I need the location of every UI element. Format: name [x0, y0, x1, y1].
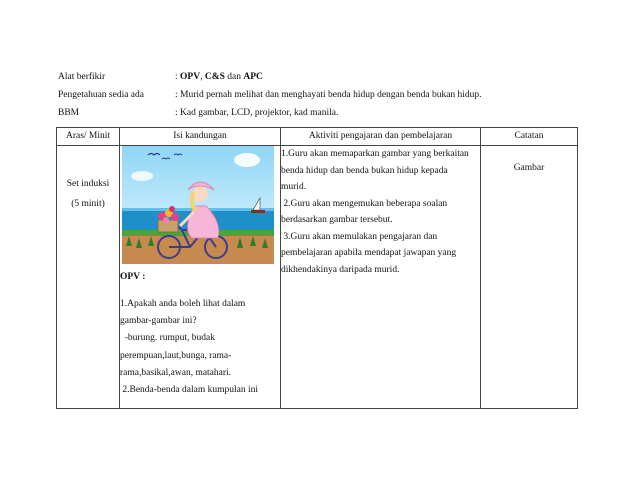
- isi-line: rama,basikal,awan, matahari.: [120, 367, 232, 378]
- cell-catatan: [481, 146, 578, 409]
- isi-line: perempuan,laut,bunga, rama-: [120, 350, 232, 361]
- aktiviti-line: benda hidup dan benda bukan hidup kepada: [281, 165, 448, 176]
- table-row: [57, 146, 578, 409]
- header-aktiviti: Aktiviti pengajaran dan pembelajaran: [281, 128, 481, 146]
- opv-label: OPV :: [120, 272, 146, 282]
- aktiviti-line: 1.Guru akan memaparkan gambar yang berkaitan: [281, 149, 469, 159]
- aras-stage: Set induksi: [66, 179, 110, 189]
- header-isi: Isi kandungan: [120, 128, 281, 146]
- girl-on-bicycle-illustration: [122, 146, 274, 264]
- isi-questions: [120, 296, 280, 399]
- catatan-text: Gambar: [513, 163, 545, 173]
- info-value: : OPV, C&S dan APC: [175, 72, 263, 82]
- cell-aktiviti: [281, 146, 481, 409]
- info-label: Alat berfikir: [58, 72, 106, 82]
- info-label: Pengetahuan sedia ada: [58, 90, 144, 100]
- aras-time: (5 minit): [71, 199, 105, 209]
- info-value: : Kad gambar, LCD, projektor, kad manila.: [175, 108, 339, 118]
- header-aras: Aras/ Minit: [57, 128, 120, 146]
- header-catatan: Catatan: [481, 128, 578, 146]
- cell-aras: [57, 146, 120, 409]
- isi-line: 1.Apakah anda boleh lihat dalam: [120, 299, 246, 309]
- aktiviti-line: pembelajaran apabila mendapat jawapan yang: [281, 248, 457, 258]
- info-value: : Murid pernah melihat dan menghayati benda hidup dengan benda bukan hidup.: [175, 90, 482, 100]
- isi-line: gambar-gambar ini?: [120, 316, 197, 327]
- aktiviti-line: 3.Guru akan memulakan pengajaran dan: [281, 231, 438, 242]
- isi-line: 2.Benda-benda dalam kumpulan ini: [120, 385, 258, 396]
- cell-isi: [120, 146, 281, 409]
- aktiviti-line: murid.: [281, 182, 307, 192]
- isi-line: -burung. rumput, budak: [120, 333, 215, 344]
- table-header-row: [57, 128, 578, 146]
- lesson-table: [56, 127, 578, 409]
- aktiviti-line: berdasarkan gambar tersebut.: [281, 215, 393, 225]
- aktiviti-line: dikhendakinya daripada murid.: [281, 264, 400, 275]
- info-label: BBM: [58, 108, 80, 118]
- aktiviti-line: 2.Guru akan mengemukan beberapa soalan: [281, 198, 448, 209]
